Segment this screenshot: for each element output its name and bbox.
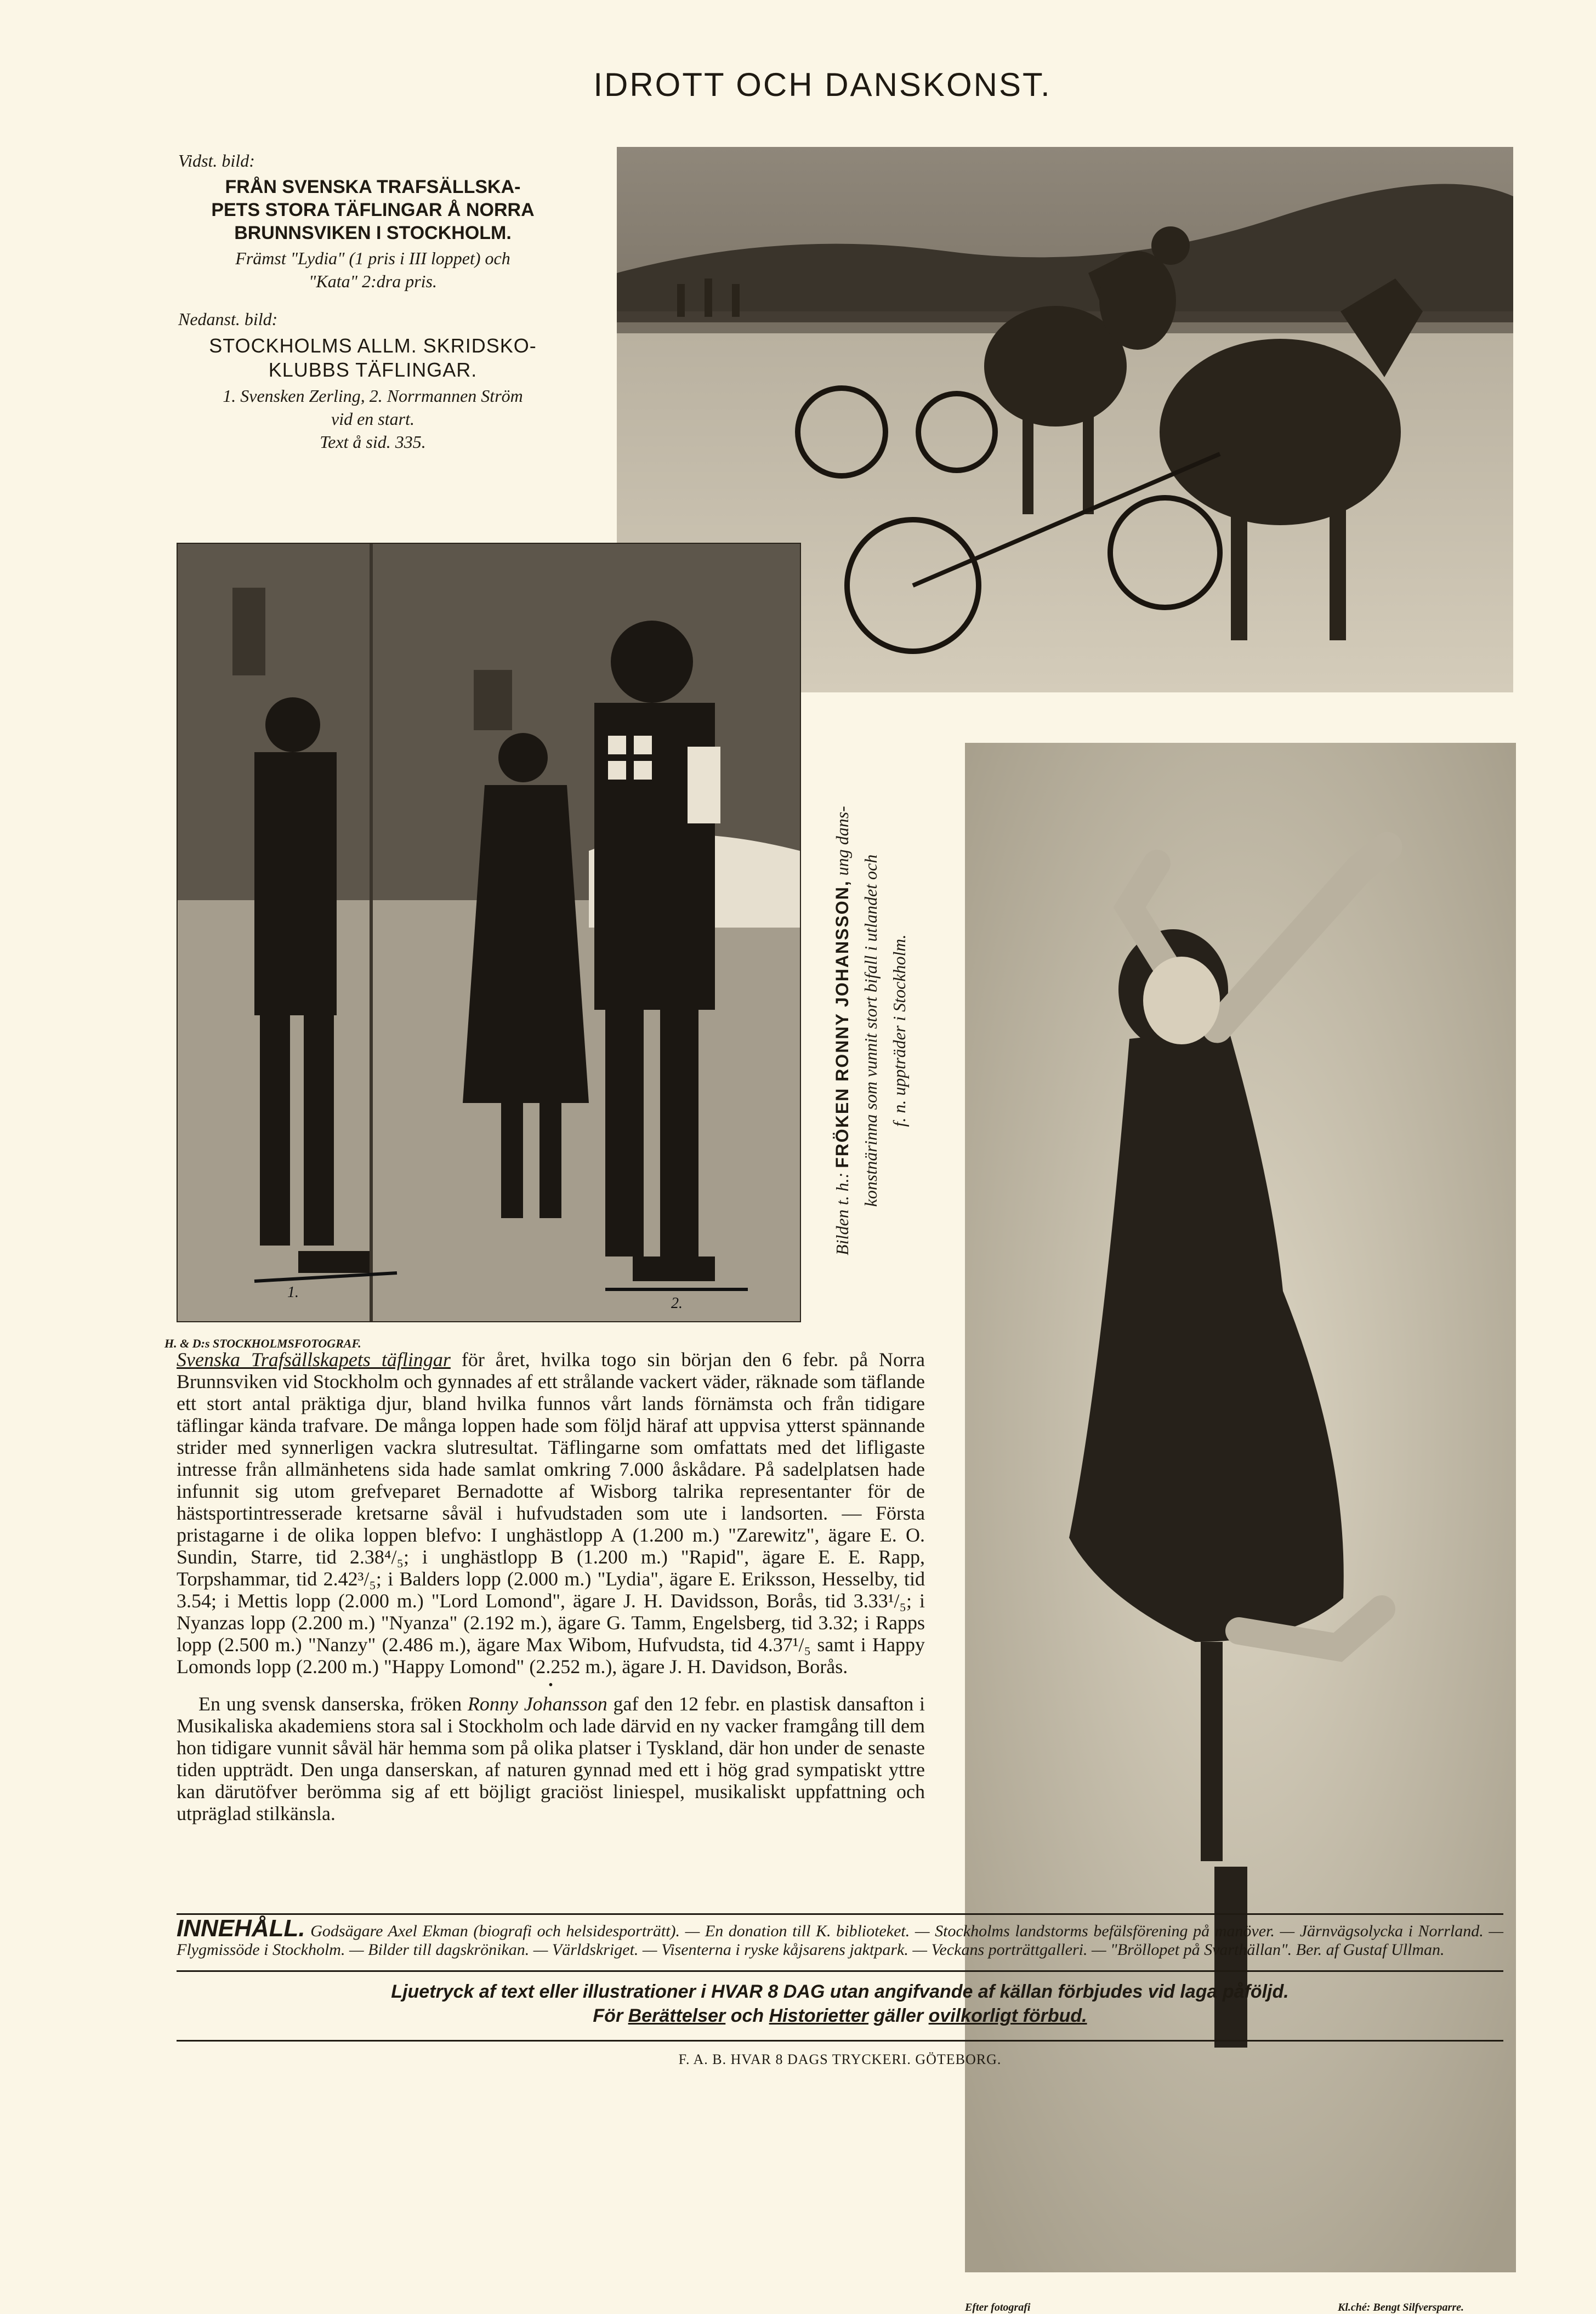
skater-number-1: 1. bbox=[287, 1284, 299, 1301]
dancer-caption-desc-3: f. n. uppträder i Stockholm. bbox=[889, 934, 909, 1127]
contents-items: Godsägare Axel Ekman (biografi och helsidesporträtt). — En donation till K. biblioteket. — Stockholms landstorms befälsförening på manöver. — Järnvägsolycka i Norrland. — Flygmissöde i Stockholm. — Bilder till dagskrönikan. — Världskriget. — Visenterna i ryske kåjsarens jaktpark. — Veckans porträttgalleri. — "Bröllopet på Svarthällan". Ber. af Gustaf Ullman. bbox=[177, 1922, 1504, 1959]
dancer-credit-photo: Efter fotografi bbox=[965, 2301, 1031, 2313]
reprint-notice-ban: ovilkorligt förbud. bbox=[928, 2005, 1087, 2026]
reprint-notice-stories: Berättelser bbox=[628, 2005, 726, 2026]
dancer-caption-desc-2: konstnärinna som vunnit stort bifall i utlandet och bbox=[861, 854, 881, 1207]
article-text-dance-a: En ung svensk danserska, fröken bbox=[198, 1693, 468, 1715]
dancer-caption-desc-1: ung dans- bbox=[832, 806, 852, 876]
copyright-notice: Ljuetryck af text eller illustrationer i HVAR 8 DAG utan angifvande af källan förbjudes vid laga påföljd. bbox=[391, 1981, 1289, 2002]
contents-label: INNEHÅLL. bbox=[177, 1915, 305, 1942]
photo-speed-skaters bbox=[177, 543, 801, 1322]
dancer-credit-cliche: Kl.ché: Bengt Silfversparre. bbox=[1338, 2301, 1464, 2313]
article-lead-trotting: Svenska Trafsällskapets täflingar bbox=[177, 1349, 451, 1371]
article-body bbox=[177, 1349, 925, 1824]
article-text-trotting: för året, hvilka togo sin början den 6 febr. på Norra Brunnsviken vid Stockholm och gynnades af ett strålande vackert väder, räknade som täflande ett stort antal präktiga djur, bland hvilka funnos vårt lands förnämsta och från tidigare täflingar kända trafvare. De många loppen hade som följd häraf att uppvisa ytterst spännande strider med synnerligen vackra slutresultat. Täflingarne som omfattats med det lifligaste intresse från allmänhetens sida hade samlat omkring 7.000 åskådare. På sadelplatsen hade infunnit sig utom grefveparet Bernadotte af Wisborg talrika representanter för de hästsportintresserade kretsarne såväl i hufvudstaden som ute i landsorten. — Första pristagarne i de olika loppen blefvo: I unghästlopp A (1.200 m.) "Zarewitz", ägare E. O. Sundin, Starre, tid 2.38⁴/₅; i unghästlopp B (1.200 m.) "Rapid", ägare E. E. Rapp, Torpshammar, tid 2.42³/₅; i Balders lopp (2.000 m.) "Lydia", ägare E. Eriksson, Hesselby, tid 3.54; i Mettis lopp (2.000 m.) "Lord Lomond", ägare J. H. Davidsson, Borås, tid 3.33¹/₅; i Nyanzas lopp (2.200 m.) "Nyanza" (2.192 m.), ägare G. Tamm, Engelsberg, tid 3.32; i Rapps lopp (2.500 m.) "Nanzy" (2.486 m.), ägare Max Wibom, Hufvudsta, tid 4.37¹/₅ samt i Happy Lomonds lopp (2.200 m.) "Happy Lomond" (2.252 m.), ägare J. H. Davidson, Borås. bbox=[177, 1349, 925, 1678]
article-separator: • bbox=[548, 1678, 553, 1692]
reprint-notice-a: För bbox=[593, 2005, 628, 2026]
caption-heading-trotting: FRÅN SVENSKA TRAFSÄLLSKA- PETS STORA TÄFLINGAR Å NORRA BRUNNSVIKEN I STOCKHOLM. bbox=[211, 177, 535, 243]
article-paragraph-dance bbox=[177, 1693, 925, 1824]
skater-number-2: 2. bbox=[671, 1295, 683, 1312]
article-dancer-name: Ronny Johansson bbox=[467, 1693, 607, 1715]
dancer-caption bbox=[828, 732, 921, 1329]
caption-lead-top: Vidst. bild: bbox=[178, 151, 255, 170]
caption-heading-skating: STOCKHOLMS ALLM. SKRIDSKO- KLUBBS TÄFLINGAR. bbox=[209, 334, 537, 381]
caption-sub-skating: 1. Svensken Zerling, 2. Norrmannen Ström vid en start. Text å sid. 335. bbox=[223, 386, 523, 452]
article-paragraph-trotting bbox=[177, 1349, 925, 1678]
page-title: IDROTT OCH DANSKONST. bbox=[593, 66, 1052, 103]
article-text-dance-b: gaf den 12 febr. en plastisk dansafton i Musikaliska akademiens stora sal i Stockholm och lade därvid en ny vacker framgång till dem hon tidigare vunnit såväl här hemma som på olika platser i Tyskland, där hon under de senaste tiden uppträdt. Den unga danserskan, af naturen gynnad med ett i hög grad sympatiskt yttre kan därutöfver berömma sig af ett böjligt graciöst liniespel, musikaliskt uppfattning och utpräglad stilkänsla. bbox=[177, 1693, 925, 1824]
printer-imprint: F. A. B. HVAR 8 DAGS TRYCKERI. GÖTEBORG. bbox=[177, 2040, 1503, 2068]
reprint-notice-anecdotes: Historietter bbox=[769, 2005, 868, 2026]
caption-lead-mid: Nedanst. bild: bbox=[178, 309, 278, 329]
dancer-caption-name: FRÖKEN RONNY JOHANSSON, bbox=[832, 880, 852, 1168]
caption-sub-trotting: Främst "Lydia" (1 pris i III loppet) och "Kata" 2:dra pris. bbox=[235, 248, 510, 291]
reprint-notice-e: gäller bbox=[868, 2005, 929, 2026]
dancer-caption-label: Bilden t. h.: bbox=[832, 1172, 852, 1255]
reprint-notice bbox=[177, 2004, 1503, 2028]
reprint-notice-c: och bbox=[725, 2005, 769, 2026]
photo-credit-skaters: H. & D:s STOCKHOLMSFOTOGRAF. bbox=[164, 1337, 361, 1350]
photo-captions bbox=[164, 151, 581, 453]
contents-box bbox=[177, 1913, 1503, 2068]
